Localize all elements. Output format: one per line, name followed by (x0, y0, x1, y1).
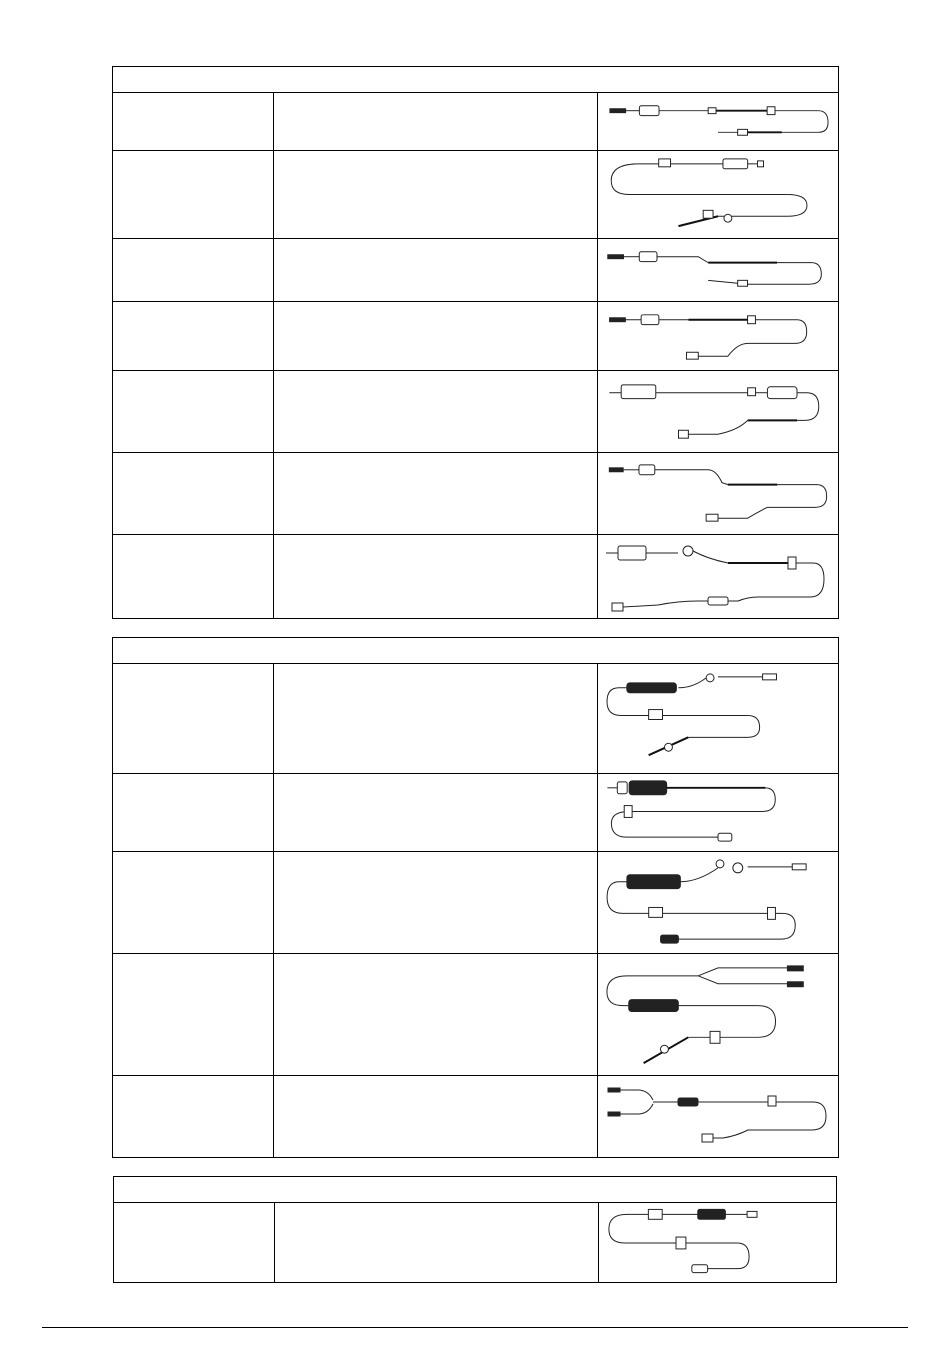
product-description-cell (274, 1076, 598, 1157)
product-name-cell (113, 954, 274, 1075)
product-description-cell (274, 954, 598, 1075)
infusion-set-illustration (598, 93, 838, 150)
product-name-cell (113, 453, 274, 534)
product-name-cell (113, 664, 274, 773)
product-name-cell (113, 371, 274, 452)
table-row (113, 664, 838, 774)
product-name-cell (113, 239, 274, 301)
product-name-cell (113, 151, 274, 238)
table-row (113, 239, 838, 302)
table-1-header (113, 67, 838, 93)
table-3-header (114, 1177, 836, 1203)
product-name-cell (113, 852, 274, 953)
product-description-cell (274, 664, 598, 773)
product-name-cell (114, 1203, 275, 1282)
infusion-set-illustration (598, 535, 838, 619)
burette-set-illustration (598, 954, 838, 1075)
infusion-set-illustration (598, 453, 838, 534)
table-row (113, 151, 838, 239)
infusion-set-illustration (598, 371, 838, 452)
table-row (113, 93, 838, 151)
product-description-cell (274, 371, 598, 452)
product-table-3 (113, 1176, 837, 1283)
product-description-cell (274, 852, 598, 953)
table-row (113, 302, 838, 371)
product-description-cell (274, 151, 598, 238)
footer-rule (42, 1327, 908, 1328)
product-name-cell (113, 774, 274, 851)
product-table-1 (112, 66, 839, 619)
product-description-cell (274, 239, 598, 301)
product-description-cell (274, 774, 598, 851)
product-name-cell (113, 302, 274, 370)
product-description-cell (274, 302, 598, 370)
table-row (113, 852, 838, 954)
product-name-cell (113, 1076, 274, 1157)
table-row (113, 371, 838, 453)
table-row (113, 535, 838, 619)
infusion-set-illustration (598, 1076, 838, 1157)
product-description-cell (275, 1203, 599, 1282)
table-row (113, 954, 838, 1076)
infusion-set-illustration (598, 151, 838, 238)
table-2-header (113, 638, 838, 664)
product-description-cell (274, 93, 598, 150)
table-row (113, 774, 838, 852)
infusion-set-illustration (599, 1203, 836, 1282)
infusion-set-illustration (598, 302, 838, 370)
burette-set-illustration (598, 852, 838, 953)
infusion-set-illustration (598, 239, 838, 301)
table-row (113, 1076, 838, 1157)
product-name-cell (113, 535, 274, 619)
burette-set-illustration (598, 664, 838, 773)
product-name-cell (113, 93, 274, 150)
burette-set-illustration (598, 774, 838, 851)
table-row (114, 1203, 836, 1282)
product-table-2 (112, 637, 839, 1158)
product-description-cell (274, 453, 598, 534)
product-description-cell (274, 535, 598, 619)
table-row (113, 453, 838, 535)
